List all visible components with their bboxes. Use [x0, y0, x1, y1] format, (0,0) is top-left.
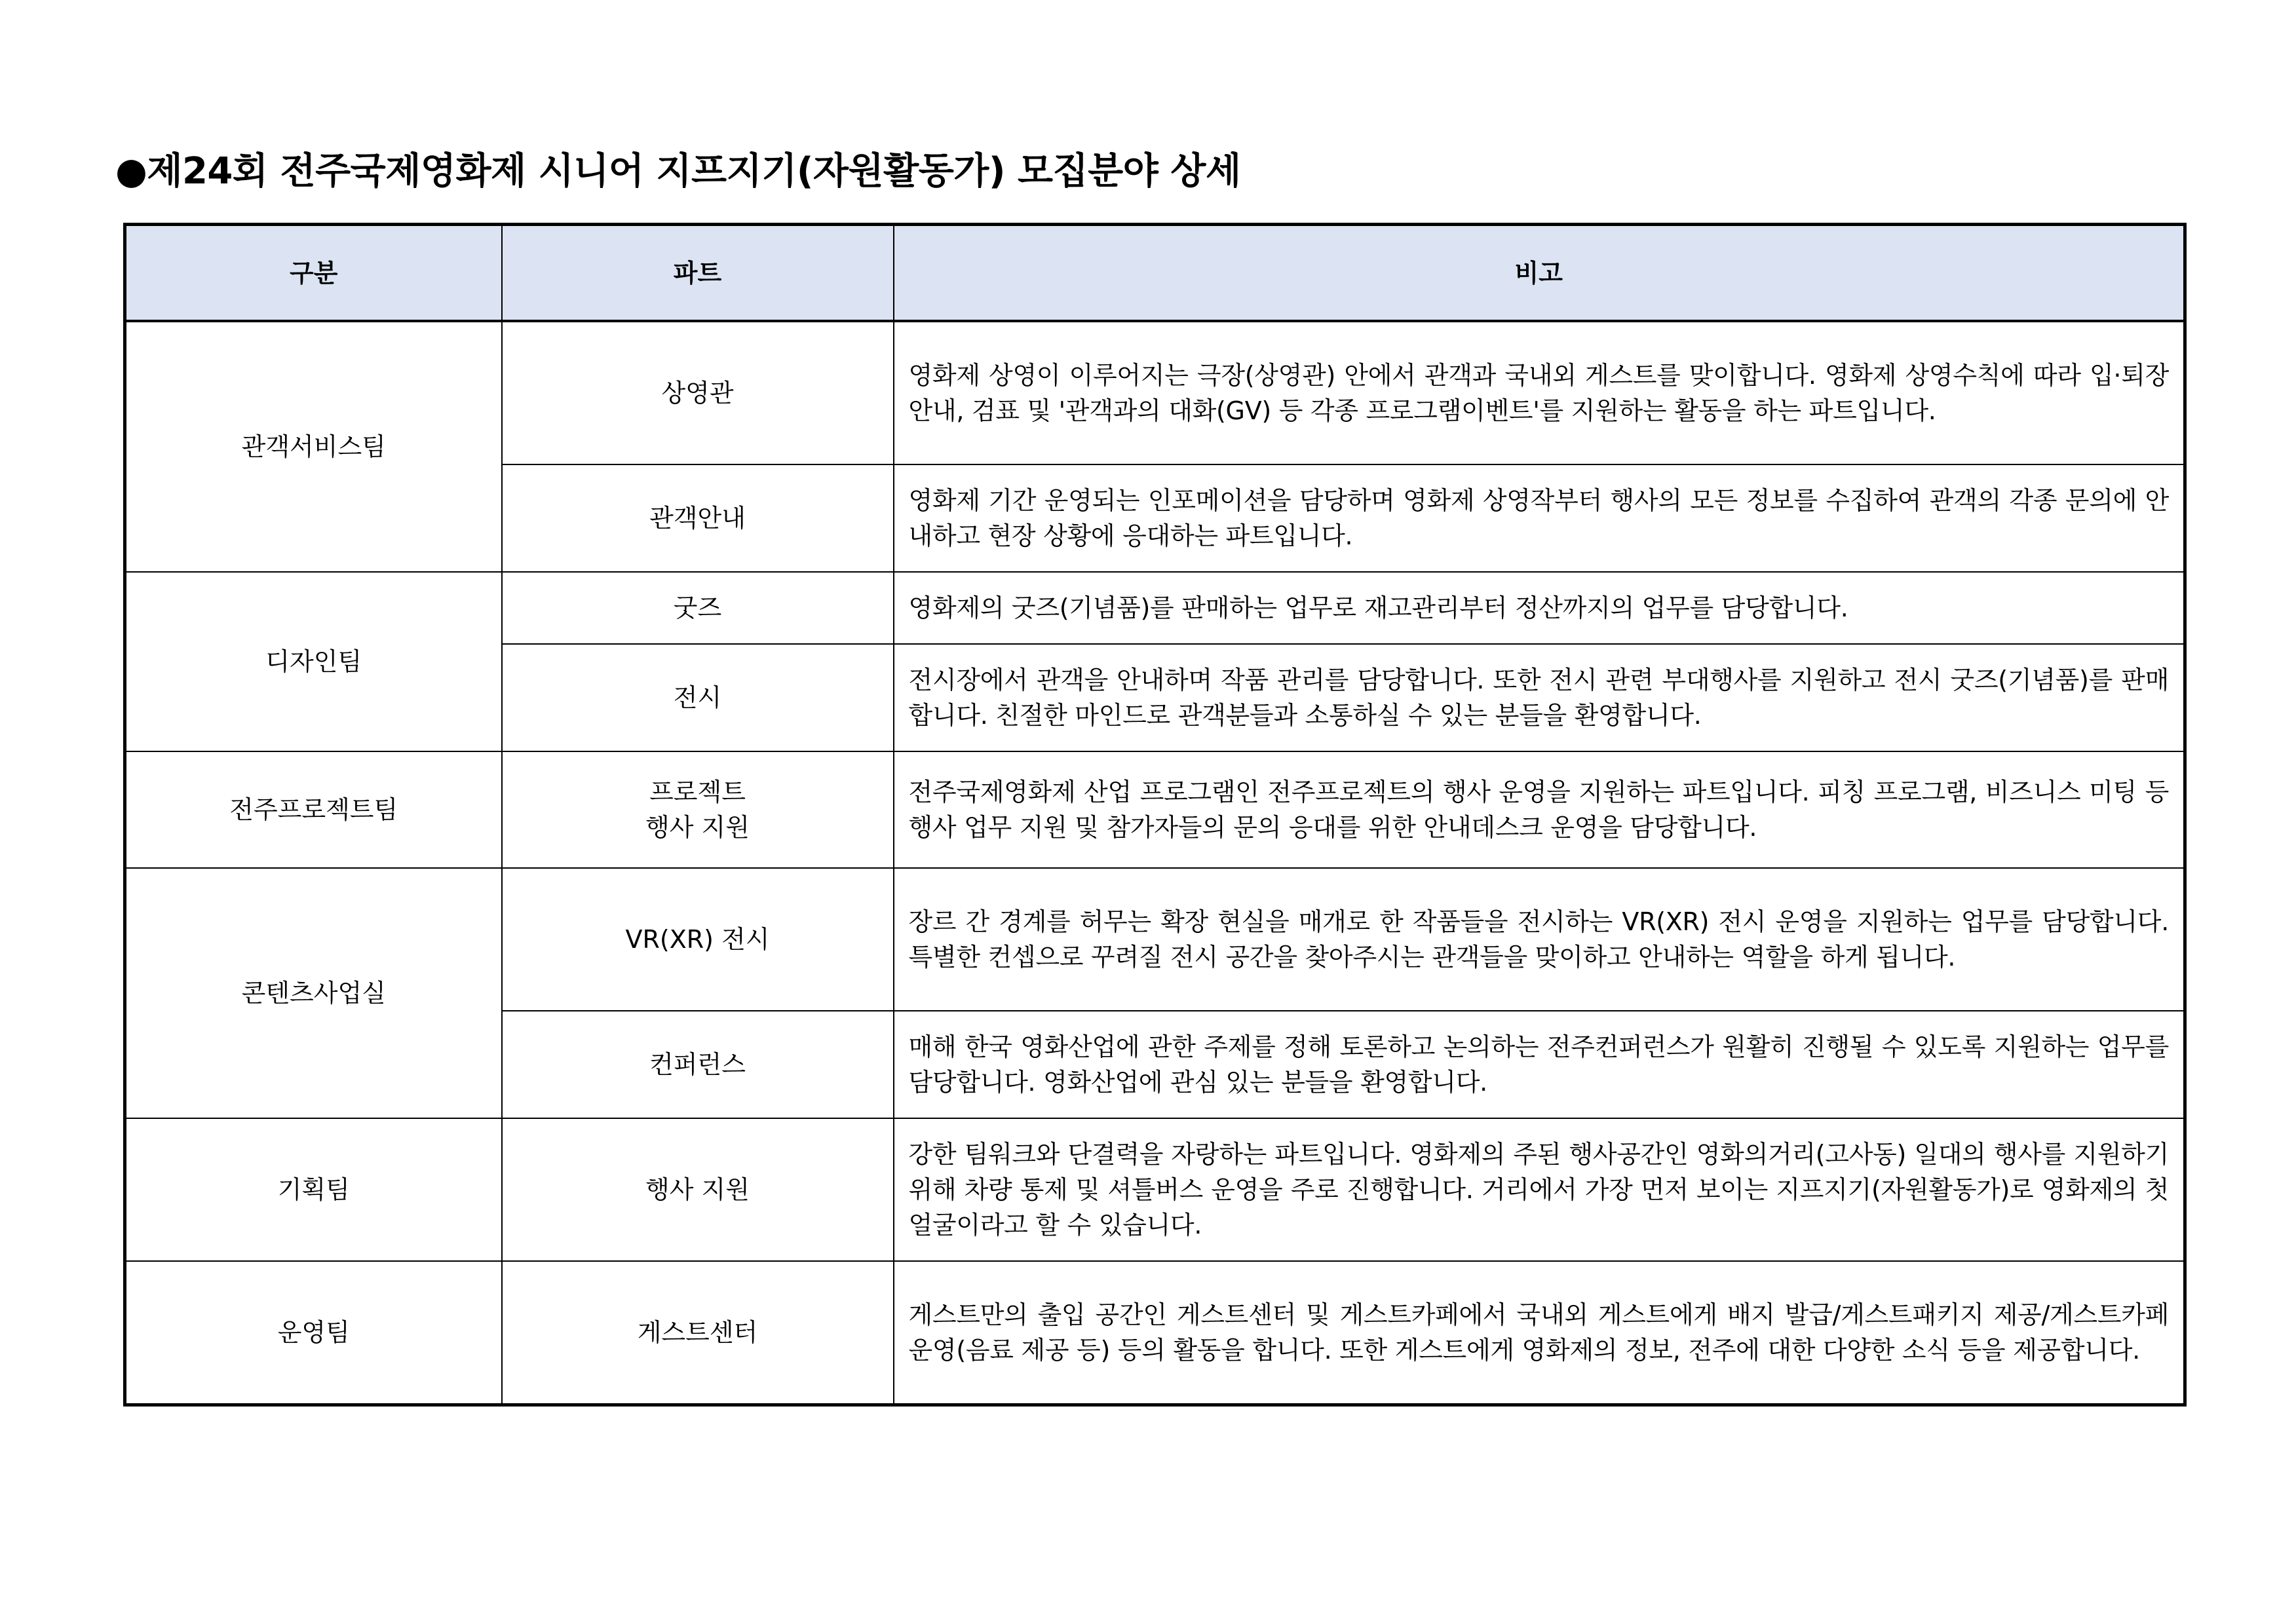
- part-cell: VR(XR) 전시: [502, 868, 894, 1011]
- part-cell: [502, 751, 894, 868]
- part-cell: 상영관: [502, 321, 894, 464]
- part-cell: 게스트센터: [502, 1261, 894, 1405]
- category-cell: 콘텐츠사업실: [125, 868, 502, 1118]
- note-cell: 강한 팀워크와 단결력을 자랑하는 파트입니다. 영화제의 주된 행사공간인 영화의거리(고사동) 일대의 행사를 지원하기 위해 차량 통제 및 셔틀버스 운영을 주로 진행합니다. 거리에서 가장 먼저 보이는 지프지기(자원활동가)로 영화제의 첫 얼굴이라고 할 수 있습니다.: [894, 1118, 2185, 1261]
- category-cell: 운영팀: [125, 1261, 502, 1405]
- part-cell: 굿즈: [502, 572, 894, 644]
- table-header-row: [125, 225, 2185, 322]
- note-cell: 전주국제영화제 산업 프로그램인 전주프로젝트의 행사 운영을 지원하는 파트입니다. 피칭 프로그램, 비즈니스 미팅 등 행사 업무 지원 및 참가자들의 문의 응대를 위한 안내데스크 운영을 담당합니다.: [894, 751, 2185, 868]
- note-cell: 장르 간 경계를 허무는 확장 현실을 매개로 한 작품들을 전시하는 VR(XR) 전시 운영을 지원하는 업무를 담당합니다. 특별한 컨셉으로 꾸려질 전시 공간을 찾아주시는 관객들을 맞이하고 안내하는 역할을 하게 됩니다.: [894, 868, 2185, 1011]
- note-cell: 매해 한국 영화산업에 관한 주제를 정해 토론하고 논의하는 전주컨퍼런스가 원활히 진행될 수 있도록 지원하는 업무를 담당합니다. 영화산업에 관심 있는 분들을 환영합니다.: [894, 1011, 2185, 1118]
- table-row: [125, 751, 2185, 868]
- table-row: [125, 1118, 2185, 1261]
- recruitment-table-container: [123, 223, 2183, 1407]
- table-row: [125, 868, 2185, 1011]
- recruitment-details-table: [123, 223, 2187, 1407]
- table-row: [125, 1261, 2185, 1405]
- category-cell: 기획팀: [125, 1118, 502, 1261]
- part-cell: 행사 지원: [502, 1118, 894, 1261]
- part-line: 행사 지원: [645, 813, 750, 842]
- table-row: [125, 321, 2185, 464]
- note-cell: 게스트만의 출입 공간인 게스트센터 및 게스트카페에서 국내외 게스트에게 배지 발급/게스트패키지 제공/게스트카페 운영(음료 제공 등) 등의 활동을 합니다. 또한 게스트에게 영화제의 정보, 전주에 대한 다양한 소식 등을 제공합니다.: [894, 1261, 2185, 1405]
- note-cell: 전시장에서 관객을 안내하며 작품 관리를 담당합니다. 또한 전시 관련 부대행사를 지원하고 전시 굿즈(기념품)를 판매합니다. 친절한 마인드로 관객분들과 소통하실 수 있는 분들을 환영합니다.: [894, 644, 2185, 751]
- part-cell: 전시: [502, 644, 894, 751]
- header-part: 파트: [502, 225, 894, 322]
- category-cell: 전주프로젝트팀: [125, 751, 502, 868]
- note-cell: 영화제 기간 운영되는 인포메이션을 담당하며 영화제 상영작부터 행사의 모든 정보를 수집하여 관객의 각종 문의에 안내하고 현장 상황에 응대하는 파트입니다.: [894, 464, 2185, 572]
- part-cell: 관객안내: [502, 464, 894, 572]
- category-cell: 디자인팀: [125, 572, 502, 751]
- header-category: 구분: [125, 225, 502, 322]
- part-line: 프로젝트: [649, 778, 746, 806]
- header-note: 비고: [894, 225, 2185, 322]
- part-cell: 컨퍼런스: [502, 1011, 894, 1118]
- page-title: ●제24회 전주국제영화제 시니어 지프지기(자원활동가) 모집분야 상세: [115, 150, 1241, 193]
- note-cell: 영화제 상영이 이루어지는 극장(상영관) 안에서 관객과 국내외 게스트를 맞이합니다. 영화제 상영수칙에 따라 입·퇴장 안내, 검표 및 '관객과의 대화(GV) 등 각종 프로그램이벤트'를 지원하는 활동을 하는 파트입니다.: [894, 321, 2185, 464]
- note-cell: 영화제의 굿즈(기념품)를 판매하는 업무로 재고관리부터 정산까지의 업무를 담당합니다.: [894, 572, 2185, 644]
- category-cell: 관객서비스팀: [125, 321, 502, 572]
- table-row: [125, 572, 2185, 644]
